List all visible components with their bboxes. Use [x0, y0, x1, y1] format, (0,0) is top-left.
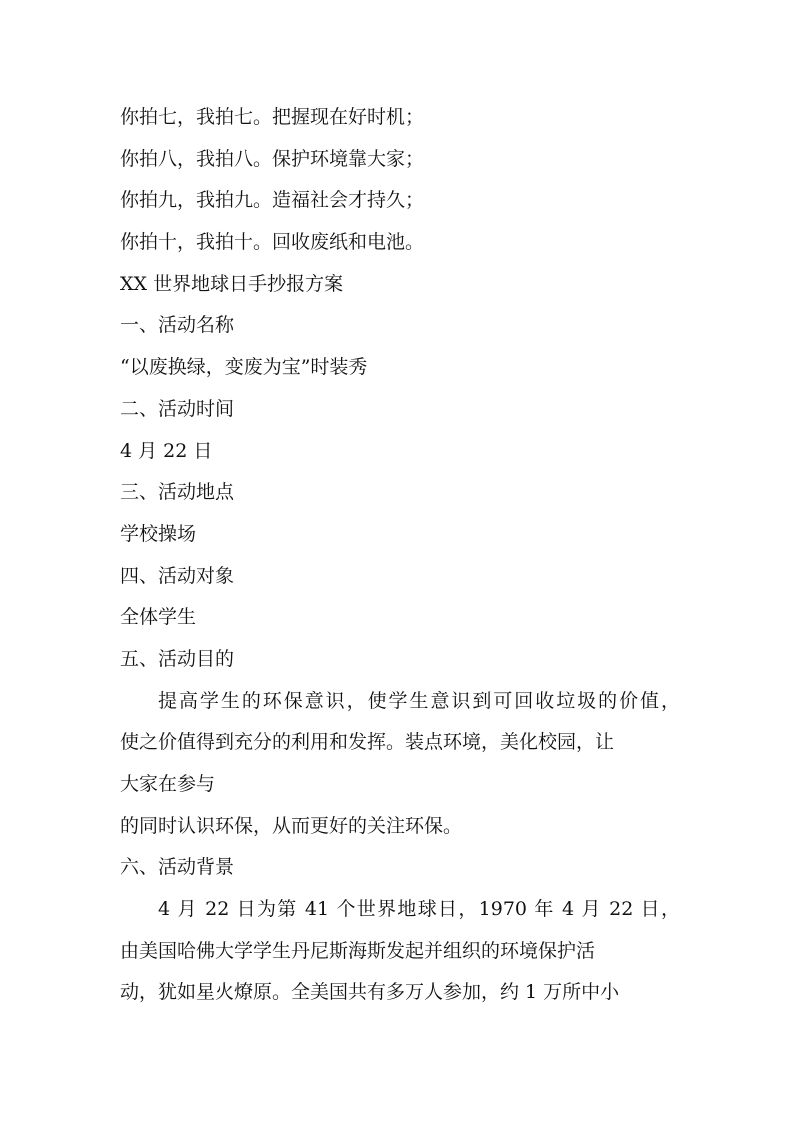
rhyme-line-7: 你拍七，我拍七。把握现在好时机； [120, 106, 425, 128]
section-heading-location: 三、活动地点 [120, 481, 235, 504]
rhyme-line-9: 你拍九，我拍九。造福社会才持久； [120, 189, 425, 212]
purpose-paragraph-line-3: 大家在参与 [120, 773, 216, 795]
plan-title: XX 世界地球日手抄报方案 [120, 272, 344, 295]
activity-time: 4 月 22 日 [120, 439, 213, 462]
activity-location: 学校操场 [120, 522, 197, 545]
background-paragraph-line-2: 由美国哈佛大学学生丹尼斯海斯发起并组织的环境保护活 [120, 939, 596, 962]
document-body [120, 97, 680, 1014]
section-heading-audience: 四、活动对象 [120, 564, 235, 587]
section-heading-background: 六、活动背景 [120, 856, 235, 879]
activity-name: “以废换绿，变废为宝”时装秀 [120, 356, 368, 379]
background-paragraph-line-3: 动，犹如星火燎原。全美国共有多万人参加，约 1 万所中小 [120, 981, 620, 1004]
purpose-paragraph-line-2: 使之价值得到充分的利用和发挥。装点环境，美化校园，让 [120, 731, 615, 754]
section-heading-purpose: 五、活动目的 [120, 647, 235, 670]
rhyme-line-10: 你拍十，我拍十。回收废纸和电池。 [120, 231, 425, 254]
activity-audience: 全体学生 [120, 606, 197, 629]
purpose-paragraph-line-4: 的同时认识环保，从而更好的关注环保。 [120, 814, 463, 837]
rhyme-line-8: 你拍八，我拍八。保护环境靠大家； [120, 147, 425, 170]
purpose-paragraph-line-1: 提高学生的环保意识，使学生意识到可回收垃圾的价值， [158, 689, 680, 712]
section-heading-name: 一、活动名称 [120, 314, 235, 337]
background-paragraph-line-1: 4 月 22 日为第 41 个世界地球日，1970 年 4 月 22 日， [158, 898, 680, 921]
section-heading-time: 二、活动时间 [120, 397, 235, 420]
